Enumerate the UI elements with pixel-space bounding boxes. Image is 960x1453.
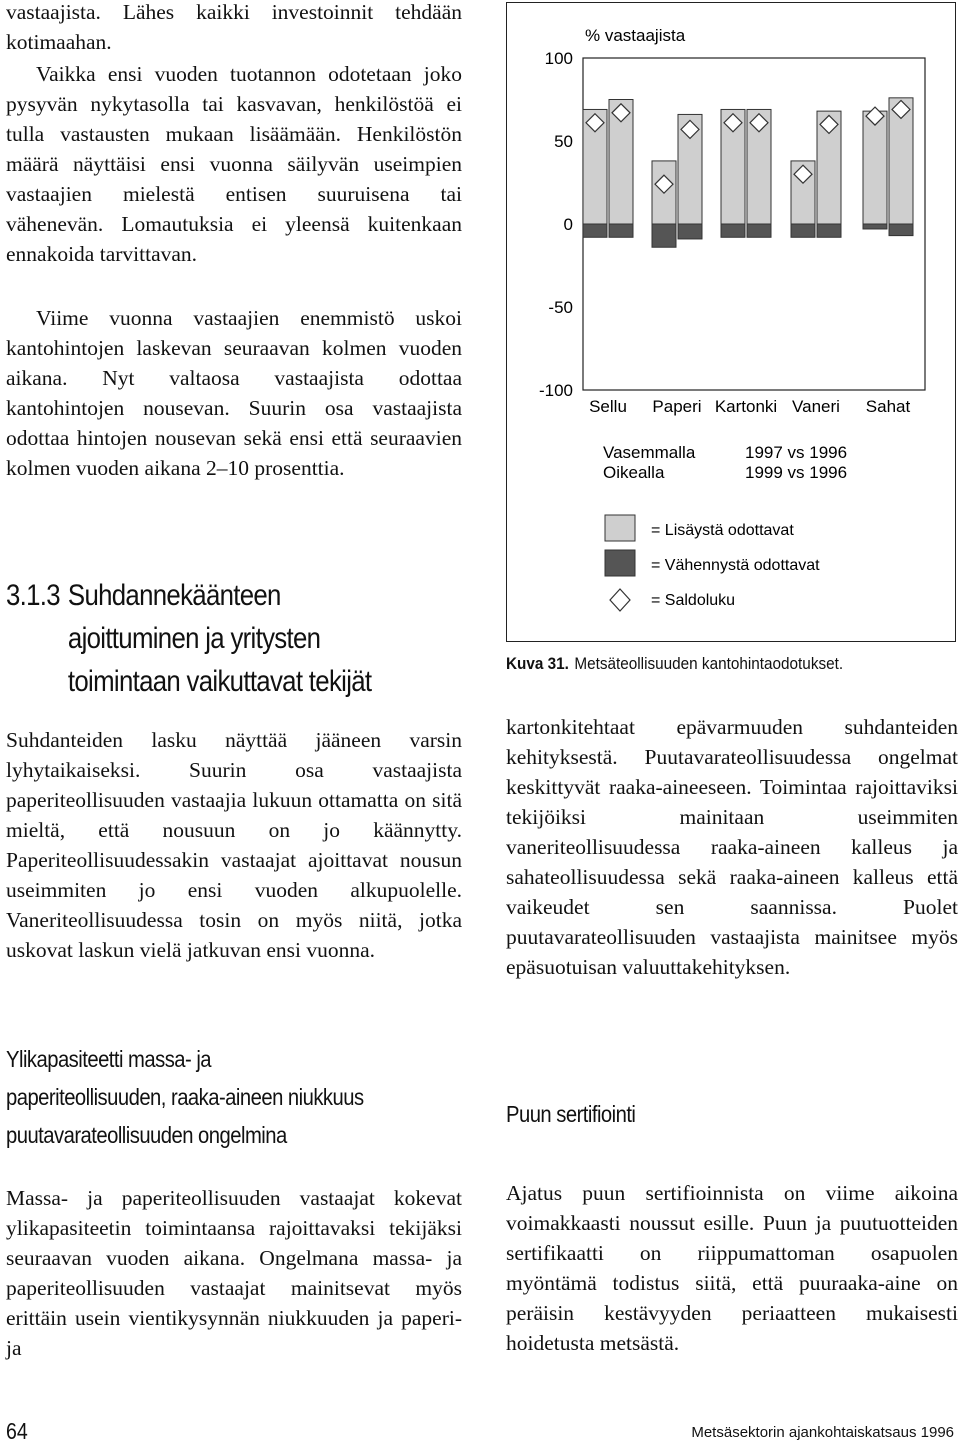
caption-text: Metsäteollisuuden kantohintaodotukset. — [574, 654, 844, 673]
legend-period-label-2: Oikealla — [603, 463, 665, 482]
x-category-label: Sahat — [865, 397, 911, 416]
figure-frame — [506, 2, 956, 642]
paragraph-intro: vastaajista. Lähes kaikki investoinnit tehdään kotimaahan. — [6, 0, 462, 54]
legend-period-value-2: 1999 vs 1996 — [745, 463, 848, 482]
x-category-label: Sellu — [589, 397, 627, 416]
bar-increase-sahat-left — [863, 111, 887, 224]
figure-caption — [506, 654, 843, 674]
x-category-label: Kartonki — [714, 397, 778, 416]
x-category-label: Vaneri — [792, 397, 840, 416]
y-tick-label: -100 — [538, 381, 573, 400]
y-tick-label: -50 — [548, 298, 573, 317]
bar-decrease-paperi-right — [678, 224, 702, 239]
legend-label-decrease: = Vähennystä odottavat — [651, 557, 820, 574]
bar-decrease-kartonki-right — [747, 224, 771, 237]
stumpage-chart — [507, 3, 955, 641]
bar-decrease-sahat-right — [889, 224, 913, 236]
bar-decrease-vaneri-left — [791, 224, 815, 237]
paragraph-cycle: Suhdanteiden lasku näyttää jääneen varsin lyhytaikaiseksi. Suurin osa vastaajista paperiteollisuuden vastaajia lukuun ottamatta on sitä mieltä, että nousuun on jo käännytty. Paperiteollisuudessakin vastaajat ajoittavat nousun useimmiten jo ensi vuoden alkupuolelle. Vaneriteollisuudessa tosin on myös niitä, jotka uskovat laskun vielä jatkuvan ensi vuonna. — [6, 728, 462, 962]
y-tick-label: 100 — [544, 49, 573, 68]
subheading-certification: Puun sertifiointi — [506, 1101, 636, 1127]
y-tick-label: 0 — [563, 215, 573, 234]
legend-period-value-1: 1997 vs 1996 — [745, 443, 848, 462]
paragraph-cardboard: kartonkitehtaat epävarmuuden suhdanteiden kehityksestä. Puutavarateollisuudessa ongelmat keskittyvät raaka-aineeseen. Toimintaa rajoittaviksi tekijöiksi mainitaan useimmiten vaneriteollisuudessa raaka-aineen kalleus ja sahateollisuudessa sekä raaka-aineen kalleus että vaikeudet sen saannissa. Puolet puutavarateollisuuden vastaajista mainitsee myös epäsuotuisan valuuttakehityksen. — [506, 715, 958, 979]
legend-swatch-decrease — [605, 550, 635, 576]
subheading-overcapacity — [6, 1040, 412, 1154]
subheading-line: Ylikapasiteetti massa- ja — [6, 1046, 212, 1072]
bar-decrease-sellu-right — [609, 224, 633, 237]
caption-label: Kuva 31. — [506, 654, 569, 673]
publication-title: Metsäsektorin ajankohtaiskatsaus 1996 — [691, 1424, 954, 1441]
section-title: Suhdannekäänteen ajoittuminen ja yritysten toimintaan vaikuttavat tekijät — [67, 579, 372, 698]
bar-decrease-paperi-left — [652, 224, 676, 247]
paragraph-certification: Ajatus puun sertifioinnista on viime aikoina voimakkaasti noussut esille. Puun ja puutuotteiden sertifikaatti on riippumattoman osapuolen myöntämä todistus siitä, että puuraaka-aine on peräisin kestävyyden periaatteen mukaisesti hoidetusta metsästä. — [506, 1181, 958, 1355]
paragraph-stumpage: Viime vuonna vastaajien enemmistö uskoi kantohintojen laskevan seuraavan kolmen vuoden aikana. Nyt valtaosa vastaajista odottaa kantohintojen nousevan. Suurin osa vastaajista odottaa hintojen nousevan sekä ensi että seuraavien kolmen vuoden aikana 2–10 prosenttia. — [6, 306, 462, 480]
bar-decrease-sellu-left — [583, 224, 607, 237]
page-number: 64 — [6, 1418, 28, 1444]
bar-decrease-sahat-left — [863, 224, 887, 229]
section-number: 3.1.3 — [6, 579, 60, 612]
legend-label-increase: = Lisäystä odottavat — [651, 522, 794, 539]
subheading-line: paperiteollisuuden, raaka-aineen niukkuus — [6, 1084, 364, 1110]
paragraph-production: Vaikka ensi vuoden tuotannon odotetaan joko pysyvän nykytasolla tai kasvavan, henkilöstöä ei tulla vastausten mukaan lisäämään. Henkilöstön määrä näyttäisi ensi vuonna säilyvän useimpien vastaajien mielestä entisen suuruisena tai vähenevän. Lomautuksia ei yleensä kuitenkaan ennakoida tarvittavan. — [6, 62, 462, 266]
section-heading — [6, 574, 393, 703]
subheading-line: puutavarateollisuuden ongelmina — [6, 1122, 287, 1148]
paragraph-pulp-paper: Massa- ja paperiteollisuuden vastaajat kokevat ylikapasiteetin toimintaansa rajoittavaksi tekijäksi seuraavan vuoden aikana. Ongelmana massa- ja paperiteollisuuden vastaajat mainitsevat myös erittäin usein vientikysynnän niukkuuden ja paperi- ja — [6, 1186, 462, 1360]
legend-label-balance: = Saldoluku — [651, 592, 736, 609]
y-tick-label: 50 — [554, 132, 573, 151]
legend-swatch-balance-diamond — [610, 589, 630, 611]
x-category-label: Paperi — [652, 397, 702, 416]
legend-period-label-1: Vasemmalla — [603, 443, 696, 462]
bar-decrease-kartonki-left — [721, 224, 745, 237]
bar-decrease-vaneri-right — [817, 224, 841, 237]
legend-swatch-increase — [605, 515, 635, 541]
y-axis-label: % vastaajista — [585, 26, 686, 45]
